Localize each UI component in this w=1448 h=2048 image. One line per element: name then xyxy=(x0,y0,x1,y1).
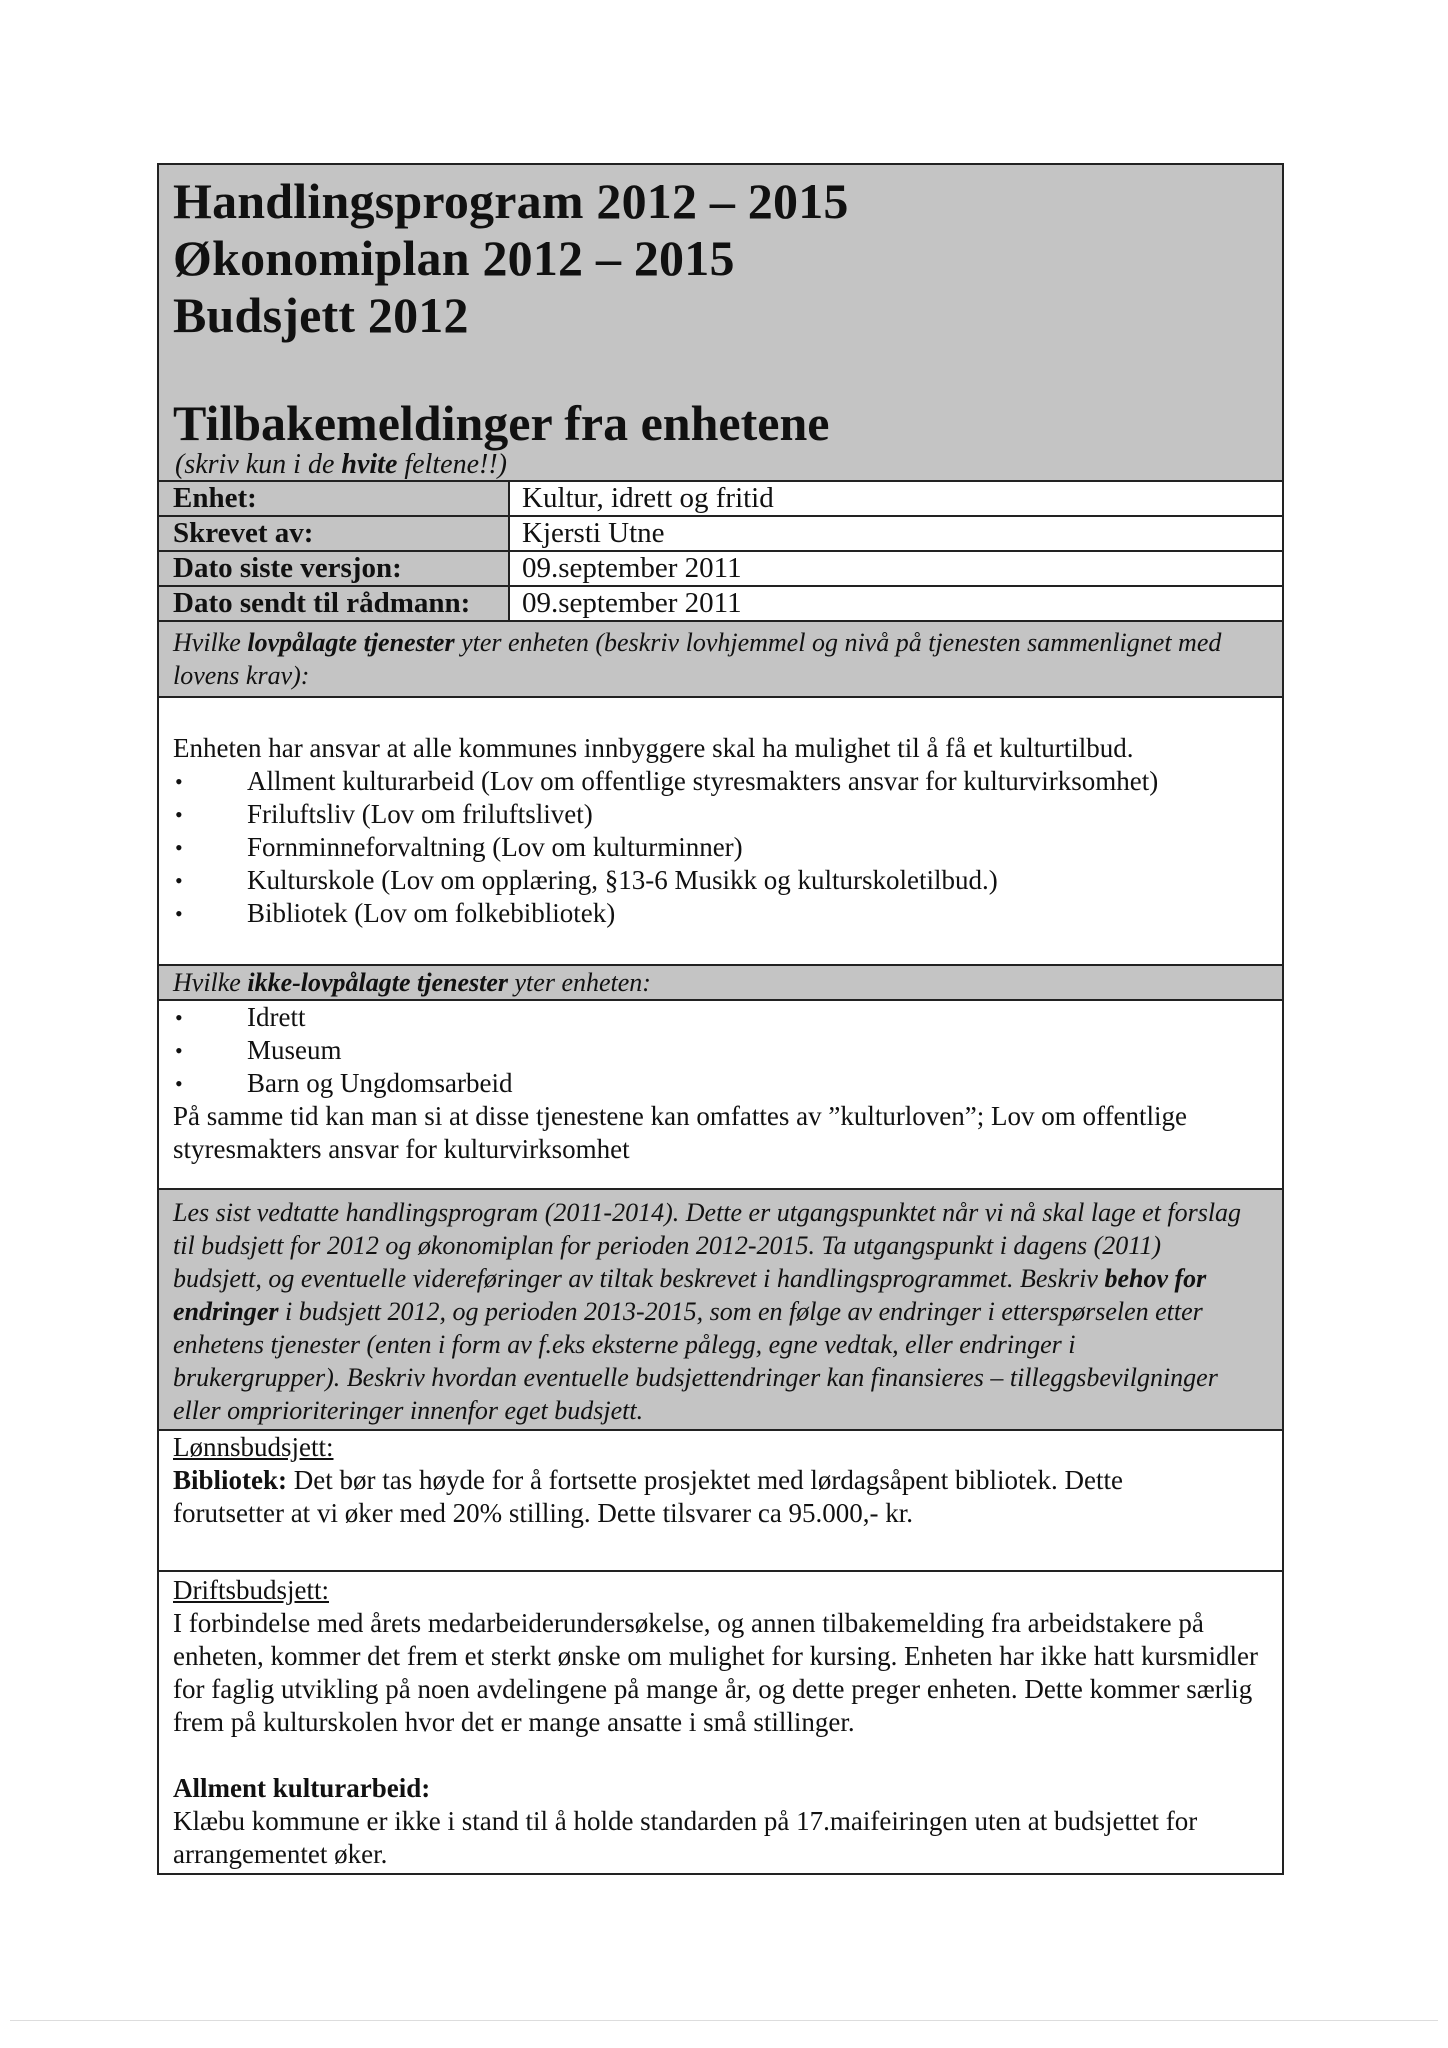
answer-intro: Enheten har ansvar at alle kommunes innbyggere skal ha mulighet til å få et kulturtilbud. xyxy=(173,733,1134,763)
instruction-bold: behov for endringer xyxy=(173,1264,1207,1326)
info-label: Dato siste versjon: xyxy=(159,552,510,585)
bibliotek-label: Bibliotek: xyxy=(173,1465,288,1495)
spacer xyxy=(173,1739,1262,1772)
instruction-text: i budsjett 2012, og perioden 2013-2015, som en følge av endringer i etterspørselen etter enhetens tjenester (enten i form av f.eks eksterne pålegg, egne vedtak, eller endringer i brukergrupper). Beskriv hvordan eventuelle budsjettendringer kan finansieres – tilleggsbevilgninger eller omprioriteringer innenfor eget budsjett. xyxy=(173,1297,1218,1425)
title-budsjett: Budsjett 2012 xyxy=(173,287,469,343)
list-item-text: Fornminneforvaltning (Lov om kulturminner) xyxy=(247,832,743,862)
list-item-text: Bibliotek (Lov om folkebibliotek) xyxy=(247,898,616,928)
answer-lonnsbudsjett[interactable] xyxy=(159,1429,1282,1570)
form-hint xyxy=(175,450,507,480)
list-item-text: Kulturskole (Lov om opplæring, §13-6 Musikk og kulturskoletilbud.) xyxy=(247,865,998,895)
info-label: Dato sendt til rådmann: xyxy=(159,587,510,620)
list-item xyxy=(173,1067,1268,1100)
list-item xyxy=(173,1034,1268,1067)
answer-note: På samme tid kan man si at disse tjenestene kan omfattes av ”kulturloven”; Lov om offentlige styresmakters ansvar for kulturvirksomhet xyxy=(173,1101,1187,1164)
info-value-dato-sendt[interactable]: 09.september 2011 xyxy=(510,587,1282,620)
answer-driftsbudsjett[interactable] xyxy=(159,1570,1282,1873)
bibliotek-text: Det bør tas høyde for å fortsette prosjektet med lørdagsåpent bibliotek. Dette forutsetter at vi øker med 20% stilling. Dette tilsvarer ca 95.000,- kr. xyxy=(173,1465,1124,1528)
bullet-icon: • xyxy=(175,835,183,860)
question-bold: lovpålagte tjenester xyxy=(247,628,455,657)
question-suffix: yter enheten (beskriv lovhjemmel og nivå på tjenesten sammenlignet med lovens krav): xyxy=(173,628,1222,690)
list-item-text: Friluftsliv (Lov om friluftslivet) xyxy=(247,799,593,829)
info-value-enhet[interactable]: Kultur, idrett og fritid xyxy=(510,482,1282,515)
hint-suffix: feltene!!) xyxy=(397,449,507,480)
bullet-icon: • xyxy=(175,769,183,794)
lonnsbudsjett-text xyxy=(173,1464,1222,1530)
info-value-skrevet-av[interactable]: Kjersti Utne xyxy=(510,517,1282,550)
form-header xyxy=(159,165,1282,480)
form-subtitle: Tilbakemeldinger fra enhetene xyxy=(173,395,830,451)
list-item-text: Allment kulturarbeid (Lov om offentlige styresmakters ansvar for kulturvirksomhet) xyxy=(247,766,1159,796)
bullet-icon: • xyxy=(175,1005,183,1030)
info-label: Enhet: xyxy=(159,482,510,515)
title-handlingsprogram: Handlingsprogram 2012 – 2015 xyxy=(173,173,849,229)
list-item-text: Museum xyxy=(247,1035,342,1065)
title-okonomiplan: Økonomiplan 2012 – 2015 xyxy=(173,230,735,286)
list-item-text: Barn og Ungdomsarbeid xyxy=(247,1068,513,1098)
answer-lovpalagte[interactable] xyxy=(159,696,1282,964)
question-prefix: Hvilke xyxy=(173,628,248,657)
lovpalagte-list xyxy=(173,765,1268,930)
allment-kulturarbeid-heading: Allment kulturarbeid: xyxy=(173,1773,431,1803)
question-bold: ikke-lovpålagte tjenester xyxy=(247,968,509,997)
list-item xyxy=(173,798,1268,831)
info-row-dato-sendt xyxy=(159,585,1282,620)
driftsbudsjett-heading: Driftsbudsjett: xyxy=(173,1575,329,1605)
bullet-icon: • xyxy=(175,1071,183,1096)
ikke-lovpalagte-list xyxy=(173,1001,1268,1100)
hint-prefix: (skriv kun i de xyxy=(175,449,342,480)
instruction-budsjett xyxy=(159,1188,1282,1429)
question-lovpalagte xyxy=(159,620,1282,696)
list-item xyxy=(173,1001,1268,1034)
allment-kulturarbeid-text: Klæbu kommune er ikke i stand til å holde standarden på 17.maifeiringen uten at budsjettet for arrangementet øker. xyxy=(173,1806,1198,1869)
info-row-enhet xyxy=(159,480,1282,515)
info-label: Skrevet av: xyxy=(159,517,510,550)
bullet-icon: • xyxy=(175,802,183,827)
driftsbudsjett-text: I forbindelse med årets medarbeiderundersøkelse, og annen tilbakemelding fra arbeidstakere på enheten, kommer det frem et sterkt ønske om mulighet for kursing. Enheten har ikke hatt kursmidler for faglig utvikling på noen avdelingene på mange år, og dette preger enheten. Dette kommer særlig frem på kulturskolen hvor det er mange ansatte i små stillinger. xyxy=(173,1608,1258,1737)
list-item xyxy=(173,864,1268,897)
page-edge-divider xyxy=(10,2020,1438,2021)
info-row-skrevet-av xyxy=(159,515,1282,550)
hint-bold: hvite xyxy=(341,449,398,480)
question-ikke-lovpalagte xyxy=(159,964,1282,999)
list-item xyxy=(173,831,1268,864)
bullet-icon: • xyxy=(175,1038,183,1063)
list-item-text: Idrett xyxy=(247,1002,306,1032)
question-prefix: Hvilke xyxy=(173,968,248,997)
answer-ikke-lovpalagte[interactable] xyxy=(159,999,1282,1188)
info-row-dato-siste-versjon xyxy=(159,550,1282,585)
bullet-icon: • xyxy=(175,868,183,893)
lonnsbudsjett-heading: Lønnsbudsjett: xyxy=(173,1432,334,1462)
info-value-dato-siste-versjon[interactable]: 09.september 2011 xyxy=(510,552,1282,585)
list-item xyxy=(173,897,1268,930)
bullet-icon: • xyxy=(175,901,183,926)
list-item xyxy=(173,765,1268,798)
feedback-form xyxy=(157,163,1284,1875)
question-suffix: yter enheten: xyxy=(508,968,651,997)
instruction-text: Les sist vedtatte handlingsprogram (2011-2014). Dette er utgangspunktet når vi nå skal lage et forslag til budsjett for 2012 og økonomiplan for perioden 2012-2015. Ta utgangspunkt i dagens (2011) budsjett, og eventuelle videreføringer av tiltak beskrevet i handlingsprogrammet. Beskriv xyxy=(173,1198,1242,1293)
